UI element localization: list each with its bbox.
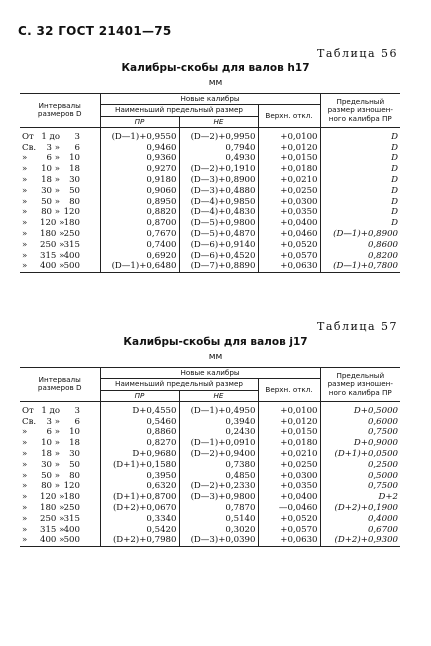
interval-to: 10 [69,427,80,438]
header-pr: ПР [100,390,179,401]
upper-deviation-value: +0,0300 [258,197,320,208]
upper-deviation-value: +0,0210 [258,449,320,460]
upper-deviation-value: +0,0570 [258,251,320,262]
interval-cell [20,417,100,428]
table-row [20,471,400,482]
table-row [20,401,400,416]
table-label: Таблица 56 [317,47,398,60]
pr-value: (D+2)+0,7980 [100,535,179,546]
header-ne: НЕ [179,116,258,127]
table-row [20,240,400,251]
pr-value: 0,7400 [100,240,179,251]
interval-to: 3 [74,131,80,142]
pr-value: 0,6320 [100,481,179,492]
ne-value: (D—6)+0,4520 [179,251,258,262]
ne-value: (D—2)+0,9950 [179,127,258,142]
ne-value: 0,4930 [179,153,258,164]
ne-value: (D—1)+0,4950 [179,401,258,416]
interval-cell [20,164,100,175]
interval-cell [20,503,100,514]
table-title: Калибры-скобы для валов h17 [121,62,310,74]
worn-size-value: D [320,175,400,186]
interval-prefix: » [22,503,28,514]
interval-prefix: » [22,524,28,535]
ne-value: 0,7870 [179,503,258,514]
interval-cell [20,401,100,416]
upper-deviation-value: +0,0150 [258,153,320,164]
table-row [20,449,400,460]
interval-prefix: » [22,470,28,481]
interval-from: 30 » [41,459,60,470]
interval-to: 250 [63,229,80,240]
upper-deviation-value: +0,0250 [258,460,320,471]
interval-to: 6 [74,142,80,153]
pr-value: 0,5420 [100,525,179,536]
worn-size-value: D+2 [320,492,400,503]
interval-cell [20,514,100,525]
upper-deviation-value: +0,0460 [258,229,320,240]
worn-size-value: 0,8200 [320,251,400,262]
worn-size-value: (D+2)+0,1900 [320,503,400,514]
interval-cell [20,127,100,142]
interval-cell [20,218,100,229]
interval-prefix: » [22,449,28,460]
upper-deviation-value: +0,0100 [258,127,320,142]
table-row [20,535,400,546]
interval-from: 10 » [41,164,60,175]
worn-size-value: D [320,153,400,164]
header-new-gauges: Новые калибры [100,94,320,105]
worn-size-value: (D+2)+0,9300 [320,535,400,546]
gauge-table-57 [20,367,400,547]
worn-size-value: 0,5000 [320,471,400,482]
ne-value: (D—7)+0,8890 [179,261,258,272]
upper-deviation-value: +0,0180 [258,438,320,449]
upper-deviation-value: +0,0400 [258,218,320,229]
interval-from: 30 » [41,185,60,196]
interval-cell [20,449,100,460]
interval-prefix: » [22,239,28,250]
header-upper-deviation: Верхн. откл. [258,105,320,128]
worn-size-value: 0,8600 [320,240,400,251]
interval-prefix: » [22,164,28,175]
pr-value: 0,8820 [100,207,179,218]
worn-size-value: 0,6000 [320,417,400,428]
ne-value: (D—6)+0,9140 [179,240,258,251]
pr-value: (D+1)+0,8700 [100,492,179,503]
ne-value: 0,7380 [179,460,258,471]
interval-cell [20,251,100,262]
interval-from: 50 » [41,196,60,207]
table-row [20,207,400,218]
interval-from: 3 » [46,416,60,427]
pr-value: D+0,9680 [100,449,179,460]
pr-value: (D+2)+0,0670 [100,503,179,514]
interval-to: 315 [63,239,80,250]
worn-size-value: D [320,164,400,175]
header-pr: ПР [100,116,179,127]
interval-prefix: » [22,459,28,470]
pr-value: 0,9270 [100,164,179,175]
ne-value: (D—2)+0,1910 [179,164,258,175]
upper-deviation-value: +0,0100 [258,401,320,416]
interval-prefix: » [22,196,28,207]
interval-from: 1 до [41,131,60,142]
table-row [20,164,400,175]
interval-from: 180 » [40,229,65,240]
interval-to: 50 [69,185,80,196]
interval-cell [20,197,100,208]
interval-from: 400 » [40,261,65,272]
page-header: С. 32 ГОСТ 21401—75 [18,24,172,38]
interval-to: 400 [63,524,80,535]
interval-to: 400 [63,250,80,261]
table-row [20,514,400,525]
interval-to: 120 [63,481,80,492]
table-row [20,460,400,471]
interval-cell [20,460,100,471]
interval-from: 400 » [40,535,65,546]
header-intervals: Интервалы размеров D [20,94,100,128]
upper-deviation-value: +0,0630 [258,535,320,546]
pr-value: 0,9460 [100,143,179,154]
interval-to: 80 [69,196,80,207]
table-row [20,229,400,240]
interval-to: 3 [74,405,80,416]
interval-prefix: » [22,261,28,272]
ne-value: (D—4)+0,9850 [179,197,258,208]
interval-from: 315 » [40,250,65,261]
interval-prefix: » [22,250,28,261]
interval-cell [20,525,100,536]
interval-to: 30 [69,449,80,460]
header-intervals: Интервалы размеров D [20,368,100,402]
pr-value: 0,8270 [100,438,179,449]
table-row [20,417,400,428]
upper-deviation-value: +0,0250 [258,186,320,197]
table-row [20,261,400,272]
ne-value: (D—4)+0,4830 [179,207,258,218]
interval-cell [20,492,100,503]
header-worn-size: Предельный размер изношен-ного калибра ПР [320,94,400,128]
interval-to: 6 [74,416,80,427]
interval-to: 18 [69,438,80,449]
pr-value: (D—1)+0,9550 [100,127,179,142]
interval-from: 180 » [40,503,65,514]
interval-prefix: » [22,535,28,546]
interval-to: 18 [69,164,80,175]
interval-cell [20,427,100,438]
upper-deviation-value: —0,0460 [258,503,320,514]
worn-size-value: D+0,5000 [320,401,400,416]
interval-to: 180 [63,218,80,229]
table-row [20,503,400,514]
interval-to: 500 [63,535,80,546]
upper-deviation-value: +0,0210 [258,175,320,186]
interval-to: 180 [63,492,80,503]
table-row [20,427,400,438]
ne-value: 0,4850 [179,471,258,482]
header-new-gauges: Новые калибры [100,368,320,379]
header-ne: НЕ [179,390,258,401]
worn-size-value: 0,2500 [320,460,400,471]
interval-cell [20,186,100,197]
interval-cell [20,175,100,186]
interval-from: 18 » [41,175,60,186]
interval-prefix: » [22,513,28,524]
ne-value: 0,2430 [179,427,258,438]
interval-cell [20,240,100,251]
pr-value: 0,9180 [100,175,179,186]
worn-size-value: (D—1)+0,8900 [320,229,400,240]
interval-from: 10 » [41,438,60,449]
interval-cell [20,153,100,164]
interval-prefix: » [22,427,28,438]
upper-deviation-value: +0,0350 [258,481,320,492]
pr-value: 0,7670 [100,229,179,240]
worn-size-value: 0,7500 [320,427,400,438]
interval-from: 1 до [41,405,60,416]
upper-deviation-value: +0,0520 [258,240,320,251]
upper-deviation-value: +0,0630 [258,261,320,272]
ne-value: (D—3)+0,8900 [179,175,258,186]
ne-value: (D—3)+0,0390 [179,535,258,546]
table-row [20,218,400,229]
interval-prefix: Св. [22,416,37,427]
table-label: Таблица 57 [317,320,398,333]
interval-from: 80 » [41,207,60,218]
ne-value: 0,5140 [179,514,258,525]
interval-cell [20,229,100,240]
interval-prefix: » [22,218,28,229]
upper-deviation-value: +0,0180 [258,164,320,175]
ne-value: (D—3)+0,4880 [179,186,258,197]
interval-from: 80 » [41,481,60,492]
pr-value: 0,8950 [100,197,179,208]
pr-value: (D+1)+0,1580 [100,460,179,471]
upper-deviation-value: +0,0400 [258,492,320,503]
pr-value: 0,3340 [100,514,179,525]
interval-prefix: » [22,481,28,492]
pr-value: 0,3950 [100,471,179,482]
table-row [20,525,400,536]
interval-prefix: От [22,405,34,416]
interval-from: 50 » [41,470,60,481]
pr-value: 0,5460 [100,417,179,428]
pr-value: 0,8700 [100,218,179,229]
worn-size-value: D [320,127,400,142]
interval-prefix: » [22,175,28,186]
interval-cell [20,438,100,449]
table-title: Калибры-скобы для валов j17 [123,336,308,348]
pr-value: 0,8860 [100,427,179,438]
interval-to: 30 [69,175,80,186]
unit-label: мм [208,352,223,362]
interval-prefix: » [22,492,28,503]
interval-from: 120 » [40,218,65,229]
interval-prefix: От [22,131,34,142]
interval-to: 120 [63,207,80,218]
worn-size-value: D [320,218,400,229]
interval-from: 6 » [46,153,60,164]
interval-from: 3 » [46,142,60,153]
interval-from: 120 » [40,492,65,503]
table-row [20,438,400,449]
worn-size-value: (D+1)+0,0500 [320,449,400,460]
interval-from: 250 » [40,239,65,250]
header-upper-deviation: Верхн. откл. [258,379,320,402]
ne-value: (D—2)+0,9400 [179,449,258,460]
upper-deviation-value: +0,0150 [258,427,320,438]
upper-deviation-value: +0,0350 [258,207,320,218]
worn-size-value: D [320,207,400,218]
interval-to: 80 [69,470,80,481]
worn-size-value: D [320,186,400,197]
unit-label: мм [208,78,223,88]
interval-cell [20,261,100,272]
interval-cell [20,535,100,546]
upper-deviation-value: +0,0300 [258,471,320,482]
interval-from: 315 » [40,524,65,535]
ne-value: (D—3)+0,9800 [179,492,258,503]
interval-prefix: » [22,153,28,164]
interval-to: 250 [63,503,80,514]
interval-cell [20,143,100,154]
pr-value: 0,9360 [100,153,179,164]
worn-size-value: 0,6700 [320,525,400,536]
gauge-table-56 [20,93,400,273]
upper-deviation-value: +0,0520 [258,514,320,525]
pr-value: D+0,4550 [100,401,179,416]
interval-prefix: » [22,185,28,196]
upper-deviation-value: +0,0570 [258,525,320,536]
interval-to: 50 [69,459,80,470]
table-row [20,175,400,186]
upper-deviation-value: +0,0120 [258,143,320,154]
worn-size-value: 0,4000 [320,514,400,525]
table-row [20,186,400,197]
worn-size-value: D+0,9000 [320,438,400,449]
table-row [20,127,400,142]
table-row [20,153,400,164]
interval-cell [20,481,100,492]
ne-value: (D—5)+0,9800 [179,218,258,229]
worn-size-value: D [320,197,400,208]
interval-cell [20,207,100,218]
ne-value: (D—1)+0,0910 [179,438,258,449]
pr-value: 0,9060 [100,186,179,197]
pr-value: 0,6920 [100,251,179,262]
ne-value: 0,7940 [179,143,258,154]
header-min-size: Наименьший предельный размер [100,379,258,390]
pr-value: (D—1)+0,6480 [100,261,179,272]
table-row [20,143,400,154]
ne-value: (D—2)+0,2330 [179,481,258,492]
table-row [20,251,400,262]
header-worn-size: Предельный размер изношен-ного калибра ПР [320,368,400,402]
interval-cell [20,471,100,482]
interval-prefix: » [22,207,28,218]
worn-size-value: (D—1)+0,7800 [320,261,400,272]
ne-value: 0,3940 [179,417,258,428]
interval-from: 6 » [46,427,60,438]
table-row [20,481,400,492]
interval-from: 250 » [40,513,65,524]
worn-size-value: 0,7500 [320,481,400,492]
interval-to: 500 [63,261,80,272]
interval-from: 18 » [41,449,60,460]
worn-size-value: D [320,143,400,154]
ne-value: 0,3020 [179,525,258,536]
table-row [20,492,400,503]
interval-prefix: Св. [22,142,37,153]
interval-prefix: » [22,438,28,449]
interval-prefix: » [22,229,28,240]
ne-value: (D—5)+0,4870 [179,229,258,240]
table-row [20,197,400,208]
upper-deviation-value: +0,0120 [258,417,320,428]
interval-to: 10 [69,153,80,164]
interval-to: 315 [63,513,80,524]
header-min-size: Наименьший предельный размер [100,105,258,116]
